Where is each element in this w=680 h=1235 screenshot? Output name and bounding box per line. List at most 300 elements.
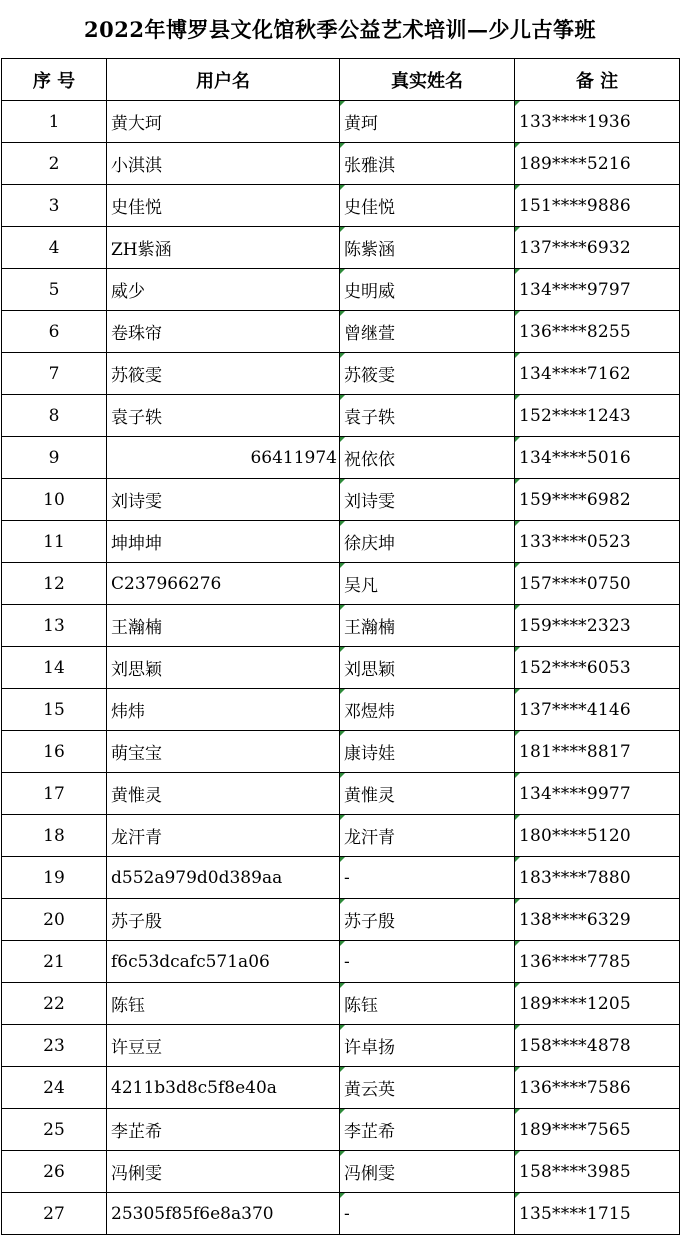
cell-username-text: 史佳悦 (111, 198, 162, 218)
cell-note-text: 136****7785 (519, 951, 631, 972)
cell-real-name-text: 徐庆坤 (344, 534, 395, 554)
cell-username (107, 857, 340, 899)
cell-username-text: 坤坤坤 (111, 534, 162, 554)
cell-real-name (340, 899, 515, 941)
cell-username (107, 437, 340, 479)
cell-real-name-text: 冯俐雯 (344, 1164, 395, 1184)
cell-serial-number-text: 17 (43, 783, 65, 804)
cell-note (515, 563, 680, 605)
cell-comment-flag (340, 983, 345, 988)
cell-serial-number-text: 10 (43, 489, 65, 510)
cell-serial-number-text: 16 (43, 741, 65, 762)
table-row (2, 731, 680, 773)
cell-comment-flag (515, 857, 520, 862)
cell-real-name (340, 185, 515, 227)
cell-note (515, 941, 680, 983)
cell-comment-flag (340, 731, 345, 736)
table-row (2, 1067, 680, 1109)
cell-note (515, 479, 680, 521)
cell-serial-number-text: 22 (43, 993, 65, 1014)
cell-note (515, 605, 680, 647)
cell-real-name-text: 苏子殷 (344, 912, 395, 932)
cell-real-name-text: 袁子轶 (344, 408, 395, 428)
cell-comment-flag (515, 563, 520, 568)
cell-serial-number (2, 269, 107, 311)
cell-note-text: 134****5016 (519, 447, 631, 468)
cell-note (515, 815, 680, 857)
cell-note (515, 983, 680, 1025)
cell-username-text: 小淇淇 (111, 156, 162, 176)
header-row (2, 59, 680, 101)
cell-username (107, 143, 340, 185)
cell-note-text: 158****4878 (519, 1035, 631, 1056)
cell-serial-number-text: 14 (43, 657, 65, 678)
cell-username (107, 773, 340, 815)
cell-username (107, 185, 340, 227)
cell-username-text: 刘思颖 (111, 660, 162, 680)
cell-serial-number (2, 1109, 107, 1151)
table-row (2, 521, 680, 563)
cell-note (515, 311, 680, 353)
cell-serial-number-text: 12 (43, 573, 65, 594)
cell-serial-number (2, 1193, 107, 1235)
cell-comment-flag (515, 437, 520, 442)
cell-comment-flag (340, 353, 345, 358)
cell-real-name-text: 黄珂 (344, 114, 378, 134)
cell-comment-flag (340, 1193, 345, 1198)
cell-comment-flag (340, 521, 345, 526)
cell-note-text: 159****2323 (519, 615, 631, 636)
cell-username (107, 353, 340, 395)
cell-comment-flag (515, 1025, 520, 1030)
cell-note-text: 134****9977 (519, 783, 631, 804)
cell-username-text: 威少 (111, 282, 145, 302)
cell-note (515, 857, 680, 899)
cell-username-text: 黄惟灵 (111, 786, 162, 806)
cell-serial-number-text: 13 (43, 615, 65, 636)
cell-real-name-text: 李芷希 (344, 1122, 395, 1142)
cell-comment-flag (515, 1193, 520, 1198)
cell-note-text: 157****0750 (519, 573, 631, 594)
cell-serial-number-text: 25 (43, 1119, 65, 1140)
cell-serial-number (2, 899, 107, 941)
table-row (2, 353, 680, 395)
cell-username (107, 311, 340, 353)
cell-comment-flag (340, 815, 345, 820)
cell-comment-flag (340, 857, 345, 862)
cell-comment-flag (340, 689, 345, 694)
cell-note-text: 152****6053 (519, 657, 631, 678)
cell-serial-number (2, 689, 107, 731)
cell-note (515, 1151, 680, 1193)
table-row (2, 227, 680, 269)
cell-serial-number-text: 23 (43, 1035, 65, 1056)
cell-real-name-text: - (344, 867, 350, 888)
cell-note (515, 353, 680, 395)
cell-username (107, 899, 340, 941)
cell-username (107, 1193, 340, 1235)
cell-username-text: 李芷希 (111, 1122, 162, 1142)
cell-username (107, 227, 340, 269)
cell-comment-flag (515, 731, 520, 736)
cell-real-name-text: 陈紫涵 (344, 240, 395, 260)
cell-username-text: 66411974 (250, 447, 337, 468)
cell-note-text: 152****1243 (519, 405, 631, 426)
table-row (2, 605, 680, 647)
cell-username-text: 卷珠帘 (111, 324, 162, 344)
cell-note-text: 159****6982 (519, 489, 631, 510)
cell-comment-flag (515, 143, 520, 148)
cell-comment-flag (340, 647, 345, 652)
cell-real-name (340, 857, 515, 899)
table-row (2, 185, 680, 227)
cell-comment-flag (340, 899, 345, 904)
cell-real-name (340, 269, 515, 311)
cell-note (515, 689, 680, 731)
cell-real-name-text: 张雅淇 (344, 156, 395, 176)
cell-username (107, 563, 340, 605)
cell-username-text: 苏筱雯 (111, 366, 162, 386)
cell-serial-number-text: 15 (43, 699, 65, 720)
cell-real-name-text: - (344, 951, 350, 972)
cell-note (515, 437, 680, 479)
cell-comment-flag (515, 941, 520, 946)
cell-serial-number-text: 11 (43, 531, 65, 552)
cell-note (515, 143, 680, 185)
cell-real-name (340, 437, 515, 479)
cell-real-name (340, 1151, 515, 1193)
cell-comment-flag (515, 647, 520, 652)
cell-real-name-text: 曾继萱 (344, 324, 395, 344)
cell-serial-number (2, 773, 107, 815)
cell-serial-number (2, 941, 107, 983)
cell-username-text: 许豆豆 (111, 1038, 162, 1058)
cell-serial-number-text: 1 (48, 111, 60, 132)
cell-comment-flag (340, 563, 345, 568)
cell-username (107, 731, 340, 773)
cell-real-name (340, 983, 515, 1025)
cell-note-text: 134****7162 (519, 363, 631, 384)
cell-note (515, 227, 680, 269)
cell-comment-flag (340, 1067, 345, 1072)
cell-serial-number-text: 3 (48, 195, 60, 216)
cell-serial-number-text: 24 (43, 1077, 65, 1098)
cell-real-name (340, 563, 515, 605)
cell-serial-number (2, 605, 107, 647)
cell-real-name-text: 龙汗青 (344, 828, 395, 848)
cell-comment-flag (340, 185, 345, 190)
cell-serial-number (2, 857, 107, 899)
header-username: 用户名 (107, 59, 340, 101)
cell-real-name (340, 815, 515, 857)
cell-serial-number-text: 7 (48, 363, 60, 384)
cell-comment-flag (515, 479, 520, 484)
table-row (2, 983, 680, 1025)
cell-username-text: 苏子殷 (111, 912, 162, 932)
cell-note-text: 134****9797 (519, 279, 631, 300)
cell-serial-number (2, 815, 107, 857)
cell-username-text: 冯俐雯 (111, 1164, 162, 1184)
cell-real-name (340, 353, 515, 395)
table-row (2, 773, 680, 815)
cell-comment-flag (515, 227, 520, 232)
cell-real-name (340, 227, 515, 269)
cell-username-text: 陈钰 (111, 996, 145, 1016)
cell-note (515, 1109, 680, 1151)
cell-username-text: 龙汗青 (111, 828, 162, 848)
cell-username-text: 炜炜 (111, 702, 145, 722)
table-row (2, 437, 680, 479)
cell-comment-flag (515, 521, 520, 526)
cell-comment-flag (515, 353, 520, 358)
cell-real-name-text: 苏筱雯 (344, 366, 395, 386)
cell-username (107, 1109, 340, 1151)
table-row (2, 815, 680, 857)
cell-serial-number-text: 18 (43, 825, 65, 846)
cell-note-text: 189****1205 (519, 993, 631, 1014)
cell-real-name-text: 刘诗雯 (344, 492, 395, 512)
table-row (2, 857, 680, 899)
header-note: 备 注 (515, 59, 680, 101)
cell-real-name-text: 吴凡 (344, 576, 378, 596)
cell-note-text: 135****1715 (519, 1203, 631, 1224)
cell-username (107, 941, 340, 983)
cell-real-name-text: 祝依依 (344, 450, 395, 470)
cell-comment-flag (515, 983, 520, 988)
cell-comment-flag (515, 773, 520, 778)
cell-real-name-text: 史佳悦 (344, 198, 395, 218)
cell-note-text: 136****7586 (519, 1077, 631, 1098)
cell-note-text: 137****6932 (519, 237, 631, 258)
cell-comment-flag (340, 1025, 345, 1030)
cell-comment-flag (340, 395, 345, 400)
cell-serial-number (2, 311, 107, 353)
cell-comment-flag (515, 1151, 520, 1156)
cell-username (107, 605, 340, 647)
cell-serial-number (2, 983, 107, 1025)
cell-comment-flag (515, 269, 520, 274)
cell-comment-flag (515, 689, 520, 694)
table-row (2, 269, 680, 311)
cell-real-name (340, 1025, 515, 1067)
cell-note-text: 158****3985 (519, 1161, 631, 1182)
cell-username-text: 黄大珂 (111, 114, 162, 134)
cell-comment-flag (515, 605, 520, 610)
cell-username (107, 815, 340, 857)
cell-comment-flag (340, 437, 345, 442)
table-row (2, 101, 680, 143)
page-title: 2022年博罗县文化馆秋季公益艺术培训—少儿古筝班 (84, 17, 596, 42)
cell-username-text: 4211b3d8c5f8e40a (111, 1077, 277, 1098)
cell-serial-number-text: 2 (48, 153, 60, 174)
cell-username (107, 101, 340, 143)
cell-username (107, 1151, 340, 1193)
table-row (2, 395, 680, 437)
cell-real-name-text: 王瀚楠 (344, 618, 395, 638)
cell-serial-number-text: 26 (43, 1161, 65, 1182)
cell-note-text: 138****6329 (519, 909, 631, 930)
cell-username (107, 983, 340, 1025)
cell-serial-number-text: 8 (48, 405, 60, 426)
table-row (2, 563, 680, 605)
cell-serial-number (2, 185, 107, 227)
cell-real-name (340, 1193, 515, 1235)
cell-note-text: 183****7880 (519, 867, 631, 888)
cell-comment-flag (340, 479, 345, 484)
cell-note (515, 647, 680, 689)
cell-comment-flag (515, 1067, 520, 1072)
cell-comment-flag (515, 311, 520, 316)
cell-comment-flag (340, 311, 345, 316)
cell-username-text: 25305f85f6e8a370 (111, 1203, 274, 1224)
table-row (2, 941, 680, 983)
table-row (2, 689, 680, 731)
cell-comment-flag (340, 143, 345, 148)
cell-serial-number (2, 227, 107, 269)
cell-username (107, 689, 340, 731)
cell-real-name (340, 689, 515, 731)
cell-real-name (340, 395, 515, 437)
cell-serial-number-text: 9 (48, 447, 60, 468)
cell-serial-number (2, 353, 107, 395)
cell-real-name (340, 647, 515, 689)
cell-real-name-text: 刘思颖 (344, 660, 395, 680)
cell-comment-flag (340, 941, 345, 946)
cell-serial-number-text: 20 (43, 909, 65, 930)
cell-comment-flag (515, 1109, 520, 1114)
cell-note (515, 269, 680, 311)
table-row (2, 311, 680, 353)
cell-username (107, 479, 340, 521)
cell-comment-flag (340, 227, 345, 232)
cell-username-text: f6c53dcafc571a06 (111, 951, 270, 972)
cell-comment-flag (515, 815, 520, 820)
cell-serial-number (2, 1067, 107, 1109)
cell-username (107, 1025, 340, 1067)
cell-real-name (340, 773, 515, 815)
cell-serial-number (2, 479, 107, 521)
cell-comment-flag (515, 101, 520, 106)
cell-real-name (340, 1109, 515, 1151)
cell-real-name-text: 黄惟灵 (344, 786, 395, 806)
cell-comment-flag (340, 605, 345, 610)
cell-real-name-text: 陈钰 (344, 996, 378, 1016)
cell-username-text: 王瀚楠 (111, 618, 162, 638)
table-row (2, 647, 680, 689)
cell-note (515, 185, 680, 227)
header-real-name: 真实姓名 (340, 59, 515, 101)
roster-body (2, 101, 680, 1235)
cell-note-text: 189****5216 (519, 153, 631, 174)
cell-comment-flag (340, 1151, 345, 1156)
cell-real-name-text: 康诗娃 (344, 744, 395, 764)
cell-note (515, 1025, 680, 1067)
cell-note (515, 899, 680, 941)
cell-comment-flag (340, 101, 345, 106)
cell-note-text: 189****7565 (519, 1119, 631, 1140)
cell-username (107, 1067, 340, 1109)
cell-note (515, 1193, 680, 1235)
table-row (2, 1193, 680, 1235)
cell-serial-number-text: 4 (48, 237, 60, 258)
cell-note (515, 521, 680, 563)
cell-note-text: 151****9886 (519, 195, 631, 216)
cell-serial-number (2, 647, 107, 689)
cell-serial-number (2, 731, 107, 773)
cell-comment-flag (340, 773, 345, 778)
cell-real-name-text: 许卓扬 (344, 1038, 395, 1058)
cell-serial-number-text: 5 (48, 279, 60, 300)
table-row (2, 1109, 680, 1151)
cell-serial-number-text: 19 (43, 867, 65, 888)
cell-real-name (340, 479, 515, 521)
cell-real-name-text: 史明威 (344, 282, 395, 302)
roster-table (1, 58, 680, 1235)
cell-comment-flag (340, 269, 345, 274)
cell-username-text: 萌宝宝 (111, 744, 162, 764)
cell-note (515, 395, 680, 437)
table-row (2, 1151, 680, 1193)
table-row (2, 479, 680, 521)
cell-note (515, 773, 680, 815)
cell-note-text: 136****8255 (519, 321, 631, 342)
table-row (2, 899, 680, 941)
cell-note (515, 101, 680, 143)
cell-real-name (340, 1067, 515, 1109)
cell-username (107, 269, 340, 311)
cell-note-text: 181****8817 (519, 741, 631, 762)
cell-real-name-text: 黄云英 (344, 1080, 395, 1100)
cell-comment-flag (340, 1109, 345, 1114)
cell-serial-number-text: 6 (48, 321, 60, 342)
cell-username-text: 袁子轶 (111, 408, 162, 428)
table-row (2, 1025, 680, 1067)
cell-serial-number-text: 27 (43, 1203, 65, 1224)
cell-real-name (340, 731, 515, 773)
header-serial-number: 序 号 (2, 59, 107, 101)
cell-serial-number-text: 21 (43, 951, 65, 972)
cell-note-text: 137****4146 (519, 699, 631, 720)
cell-serial-number (2, 1025, 107, 1067)
cell-note-text: 180****5120 (519, 825, 631, 846)
table-row (2, 143, 680, 185)
cell-real-name (340, 143, 515, 185)
cell-username-text: C237966276 (111, 573, 222, 594)
cell-comment-flag (515, 395, 520, 400)
cell-serial-number (2, 437, 107, 479)
cell-note-text: 133****0523 (519, 531, 631, 552)
cell-serial-number (2, 395, 107, 437)
cell-real-name (340, 521, 515, 563)
cell-username-text: ZH紫涵 (111, 240, 172, 260)
cell-serial-number (2, 1151, 107, 1193)
cell-comment-flag (515, 185, 520, 190)
cell-username (107, 395, 340, 437)
cell-real-name (340, 941, 515, 983)
cell-serial-number (2, 143, 107, 185)
cell-username-text: d552a979d0d389aa (111, 867, 283, 888)
cell-real-name (340, 605, 515, 647)
cell-serial-number (2, 521, 107, 563)
cell-note (515, 1067, 680, 1109)
cell-note (515, 731, 680, 773)
cell-real-name-text: - (344, 1203, 350, 1224)
cell-note-text: 133****1936 (519, 111, 631, 132)
cell-username (107, 521, 340, 563)
cell-username (107, 647, 340, 689)
cell-real-name (340, 311, 515, 353)
cell-comment-flag (515, 899, 520, 904)
